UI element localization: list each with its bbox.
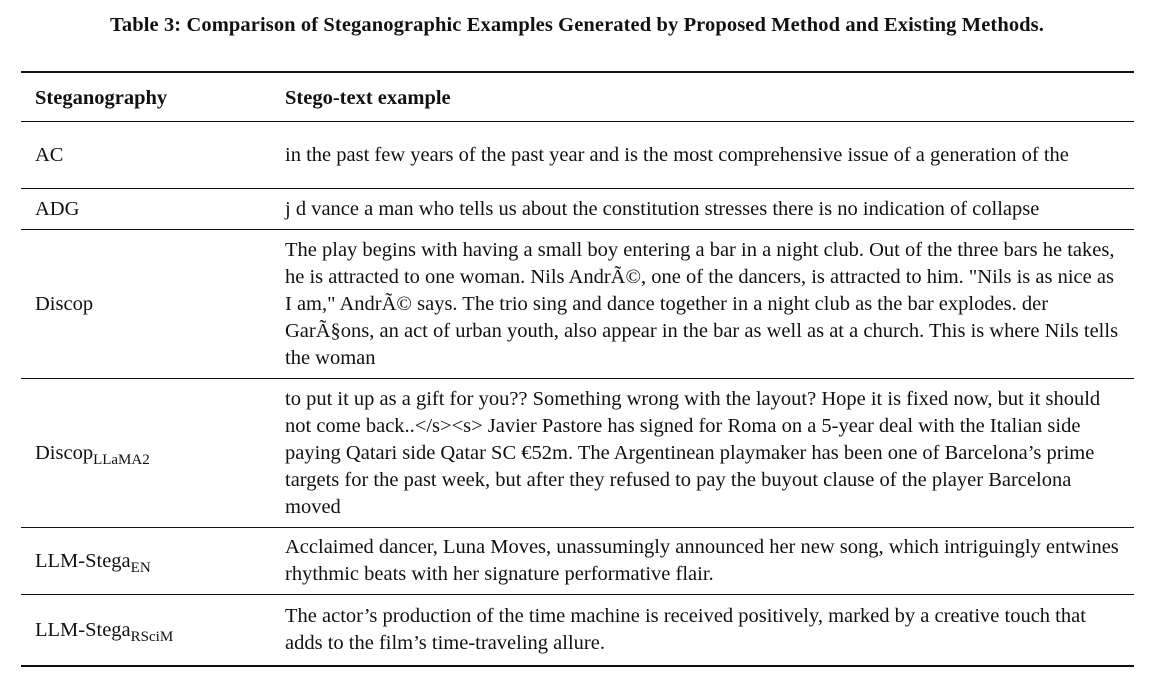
method-cell <box>21 189 285 230</box>
method-name: ADG <box>35 197 80 220</box>
table-caption: Table 3: Comparison of Steganographic Examples Generated by Proposed Method and Existing Methods. <box>110 14 1044 36</box>
stego-text-cell: to put it up as a gift for you?? Something wrong with the layout? Hope it is fixed now, but it should not come back..</s><s> Javier Pastore has signed for Roma on a 5-year deal with the Italian side paying Qatari side Qatar SC €52m. The Argentinean playmaker has been one of Barcelona’s prime targets for the past week, but after they refused to pay the buyout clause of the player Barcelona moved <box>285 379 1134 528</box>
method-name: LLM-Stega <box>35 618 131 641</box>
method-name: AC <box>35 143 64 166</box>
method-name: Discop <box>35 441 94 464</box>
method-name: Discop <box>35 292 94 315</box>
method-cell <box>21 230 285 379</box>
method-cell <box>21 595 285 667</box>
table-row <box>21 379 1134 528</box>
stego-text-cell: The actor’s production of the time machine is received positively, marked by a creative touch that adds to the film’s time-traveling allure. <box>285 595 1134 667</box>
table-row <box>21 122 1134 189</box>
table-row <box>21 189 1134 230</box>
method-subscript: EN <box>130 559 151 576</box>
method-name: LLM-Stega <box>35 549 131 572</box>
method-subscript: RSciM <box>130 628 174 645</box>
stego-text-cell: The play begins with having a small boy entering a bar in a night club. Out of the three bars he takes, he is attracted to one woman. Nils AndrÃ©, one of the dancers, is attracted to him. "Nils is as nice as I am," AndrÃ© says. The trio sing and dance together in a night club as the bar explodes. der GarÃ§ons, an act of urban youth, also appear in the bar as well as at a church. This is where Nils tells the woman <box>285 230 1134 379</box>
header-steganography: Steganography <box>21 72 285 122</box>
stego-text-cell: j d vance a man who tells us about the constitution stresses there is no indication of collapse <box>285 189 1134 230</box>
method-subscript: LLaMA2 <box>93 451 150 468</box>
stego-text-cell: in the past few years of the past year and is the most comprehensive issue of a generation of the <box>285 122 1134 189</box>
stego-text-cell: Acclaimed dancer, Luna Moves, unassumingly announced her new song, which intriguingly entwines rhythmic beats with her signature performative flair. <box>285 528 1134 595</box>
table-row <box>21 528 1134 595</box>
method-cell <box>21 379 285 528</box>
comparison-table <box>21 71 1134 667</box>
table-header-row <box>21 72 1134 122</box>
table-row <box>21 595 1134 667</box>
method-cell <box>21 528 285 595</box>
header-stego-text-example: Stego-text example <box>285 72 1134 122</box>
table-row <box>21 230 1134 379</box>
method-cell <box>21 122 285 189</box>
